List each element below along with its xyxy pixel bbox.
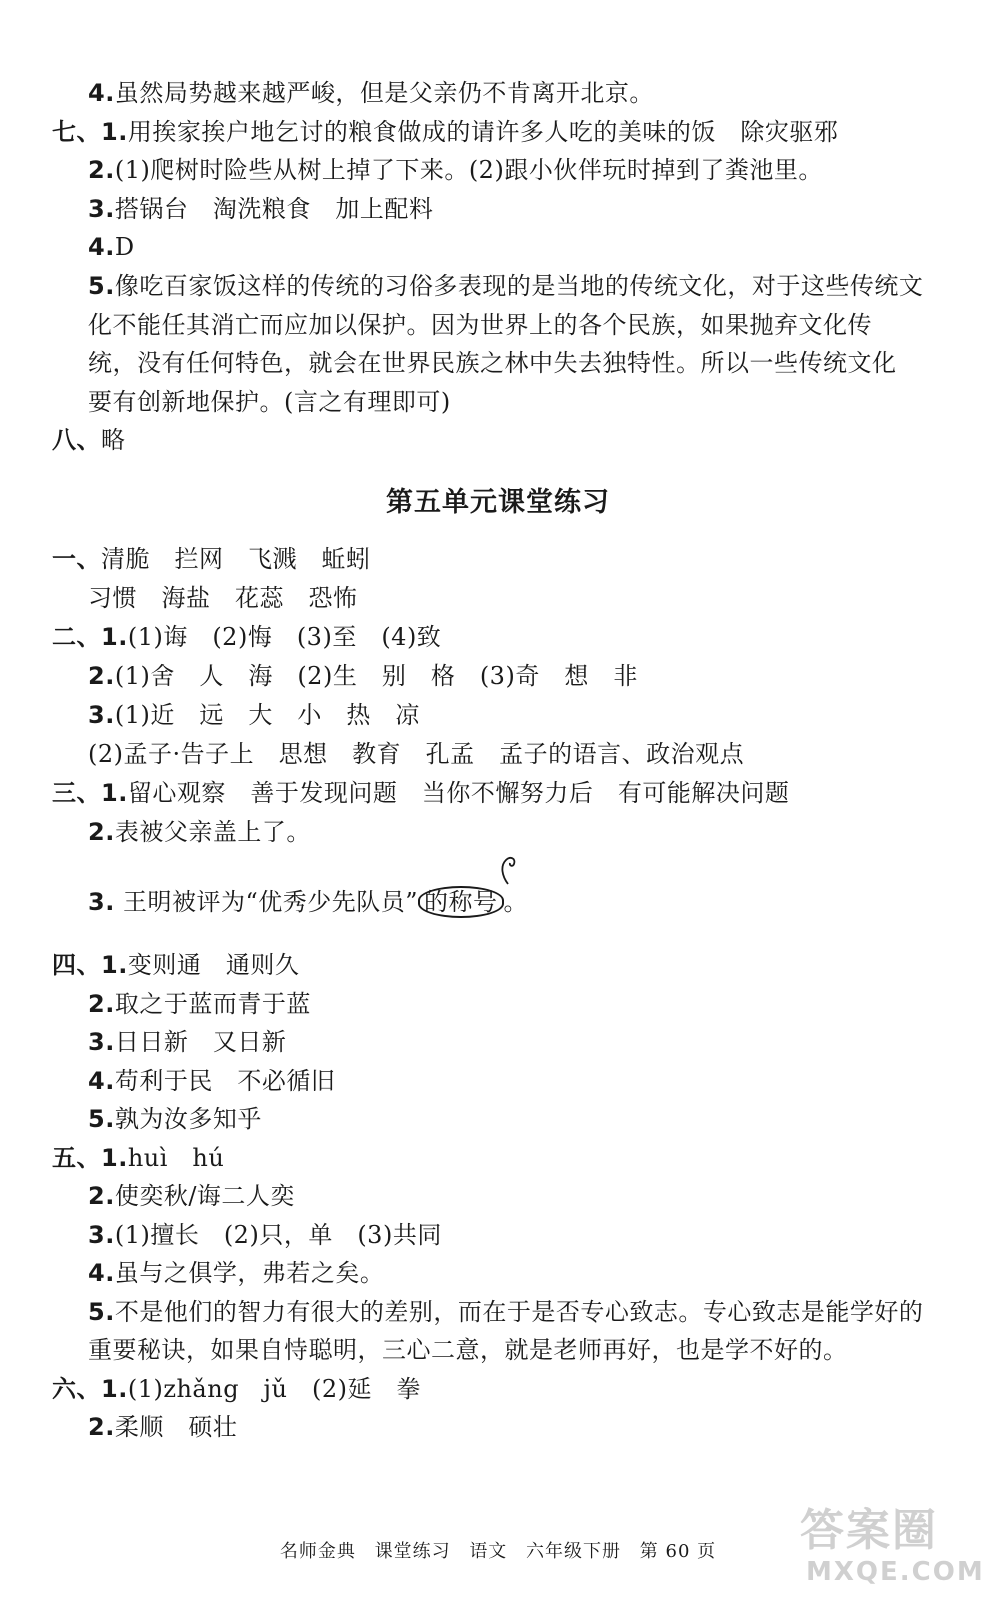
item-number: 1. — [101, 951, 128, 979]
answer-line — [88, 387, 451, 417]
item-number: 5. — [88, 1297, 115, 1326]
section-number: 七、 — [52, 117, 101, 146]
answer-line — [88, 661, 638, 691]
section-number: 三、 — [52, 779, 101, 807]
item-number: 5. — [88, 272, 115, 300]
item-number: 4. — [88, 1066, 115, 1095]
answer-text: (1)擅长 (2)只，单 (3)共同 — [114, 1220, 442, 1249]
answer-text: 孰为汝多知乎 — [114, 1105, 262, 1133]
section-number: 六、 — [52, 1374, 101, 1403]
answer-text: 化不能任其消亡而应加以保护。因为世界上的各个民族，如果抛弃文化传 — [88, 310, 872, 339]
answer-text: 王明被评为“优秀少先队员” — [122, 888, 419, 916]
answer-line — [52, 117, 838, 147]
answer-text: 日日新 又日新 — [114, 1028, 287, 1056]
answer-line — [52, 778, 789, 808]
item-number: 3. — [88, 194, 115, 223]
item-number: 4. — [88, 233, 115, 262]
answer-line — [88, 155, 823, 185]
item-number: 2. — [88, 1182, 115, 1210]
watermark-bottom: MXQE.COM — [806, 1557, 985, 1587]
answer-text: (1)诲 (2)悔 (3)至 (4)致 — [127, 623, 442, 651]
answer-text: huì hú — [127, 1143, 225, 1172]
answer-line — [88, 1027, 286, 1057]
answer-line — [88, 817, 311, 847]
answer-line — [52, 1143, 224, 1173]
answer-text: 虽然局势越来越严峻，但是父亲仍不肯离开北京。 — [114, 79, 654, 107]
answer-line — [88, 739, 744, 769]
answer-line — [88, 78, 654, 108]
item-number: 4. — [88, 1259, 115, 1287]
answer-line — [88, 271, 923, 301]
answer-text: 不是他们的智力有很大的差别，而在于是否专心致志。专心致志是能学好的 — [114, 1297, 924, 1326]
item-number: 2. — [88, 818, 115, 846]
answer-line — [88, 1220, 442, 1250]
answer-text-end: 。 — [503, 888, 529, 916]
item-number: 3. — [88, 1220, 115, 1249]
answer-text: 变则通 通则久 — [127, 951, 300, 979]
item-number: 4. — [88, 79, 115, 107]
answer-line — [52, 622, 441, 652]
answer-line — [52, 1374, 421, 1404]
answer-text: D — [114, 233, 135, 262]
section-number: 二、 — [52, 623, 101, 651]
watermark-logo — [800, 1505, 990, 1595]
answer-line — [88, 1066, 335, 1096]
item-number: 3. — [88, 701, 115, 729]
footer-page-number: 第 60 页 — [639, 1541, 717, 1562]
answer-text: 像吃百家饭这样的传统的习俗多表现的是当地的传统文化，对于这些传统文 — [114, 272, 924, 300]
answer-text: 习惯 海盐 花蕊 恐怖 — [88, 584, 358, 612]
item-number: 3. — [88, 1028, 115, 1056]
answer-text: 要有创新地保护。(言之有理即可) — [88, 387, 451, 416]
item-number: 5. — [88, 1105, 115, 1133]
section-number: 八、 — [52, 426, 101, 455]
answer-text: 搭锅台 淘洗粮食 加上配料 — [114, 194, 434, 223]
item-number: 1. — [101, 1374, 128, 1403]
answer-line — [88, 1412, 237, 1442]
section-number: 五、 — [52, 1143, 101, 1172]
section-number: 一、 — [52, 545, 101, 573]
answer-text: 统，没有任何特色，就会在世界民族之林中失去独特性。所以一些传统文化 — [88, 349, 897, 378]
answer-text: (1)近 远 大 小 热 凉 — [114, 701, 420, 729]
footer-brand: 名师金典 — [279, 1541, 356, 1562]
answer-text: 清脆 拦网 飞溅 蚯蚓 — [101, 545, 371, 573]
circled-phrase: 的称号 — [418, 886, 504, 918]
item-number: 1. — [101, 1143, 128, 1172]
answer-text: 虽与之俱学，弗若之矣。 — [114, 1259, 385, 1287]
footer-grade: 六年级下册 — [526, 1541, 622, 1562]
answer-line — [88, 1181, 295, 1211]
answer-text: (1)爬树时险些从树上掉了下来。(2)跟小伙伴玩时掉到了粪池里。 — [114, 156, 823, 185]
deletion-mark-icon — [496, 852, 520, 886]
answer-text: (2)孟子·告子上 思想 教育 孔孟 孟子的语言、政治观点 — [88, 740, 745, 768]
answer-line — [88, 700, 420, 730]
answer-text: 用挨家挨户地乞讨的粮食做成的请许多人吃的美味的饭 除灾驱邪 — [127, 117, 839, 146]
answer-line — [88, 989, 311, 1019]
answer-text: 苟利于民 不必循旧 — [114, 1066, 336, 1095]
item-number: 1. — [101, 779, 128, 807]
answer-line — [88, 194, 433, 224]
answer-text: 使奕秋/诲二人奕 — [114, 1182, 295, 1210]
footer-subject: 语文 — [469, 1541, 508, 1562]
answer-text: 表被父亲盖上了。 — [114, 818, 311, 846]
item-number: 2. — [88, 662, 115, 690]
answer-line — [52, 544, 371, 574]
answer-line — [88, 1297, 923, 1327]
section-number: 四、 — [52, 951, 101, 979]
item-number: 1. — [101, 117, 128, 146]
answer-text: 留心观察 善于发现问题 当你不懈努力后 有可能解决问题 — [127, 779, 790, 807]
answer-line — [88, 1258, 384, 1288]
watermark-top: 答案圈 — [800, 1505, 938, 1556]
item-number: 2. — [88, 989, 115, 1018]
answer-text: (1)zhǎng jǔ (2)延 拳 — [127, 1374, 421, 1403]
footer-series: 课堂练习 — [374, 1541, 451, 1562]
answer-line-circled — [88, 886, 528, 918]
answer-text: 略 — [101, 426, 126, 455]
answer-text: (1)舍 人 海 (2)生 别 格 (3)奇 想 非 — [114, 662, 638, 690]
answer-line — [88, 1104, 262, 1134]
answer-text: 柔顺 硕壮 — [114, 1413, 238, 1441]
answer-line — [88, 232, 135, 262]
item-number: 2. — [88, 1413, 115, 1441]
answer-line — [52, 425, 126, 455]
item-number: 2. — [88, 156, 115, 185]
answer-line — [88, 583, 358, 613]
answer-line — [88, 310, 872, 340]
answer-line — [88, 1335, 848, 1365]
item-number: 1. — [101, 623, 128, 651]
answer-line — [88, 348, 897, 378]
answer-text: 取之于蓝而青于蓝 — [114, 989, 311, 1018]
section-title: 第五单元课堂练习 — [386, 487, 610, 518]
item-number: 3. — [88, 888, 115, 916]
answer-line — [52, 950, 299, 980]
answer-text: 重要秘诀，如果自恃聪明，三心二意，就是老师再好，也是学不好的。 — [88, 1336, 848, 1364]
